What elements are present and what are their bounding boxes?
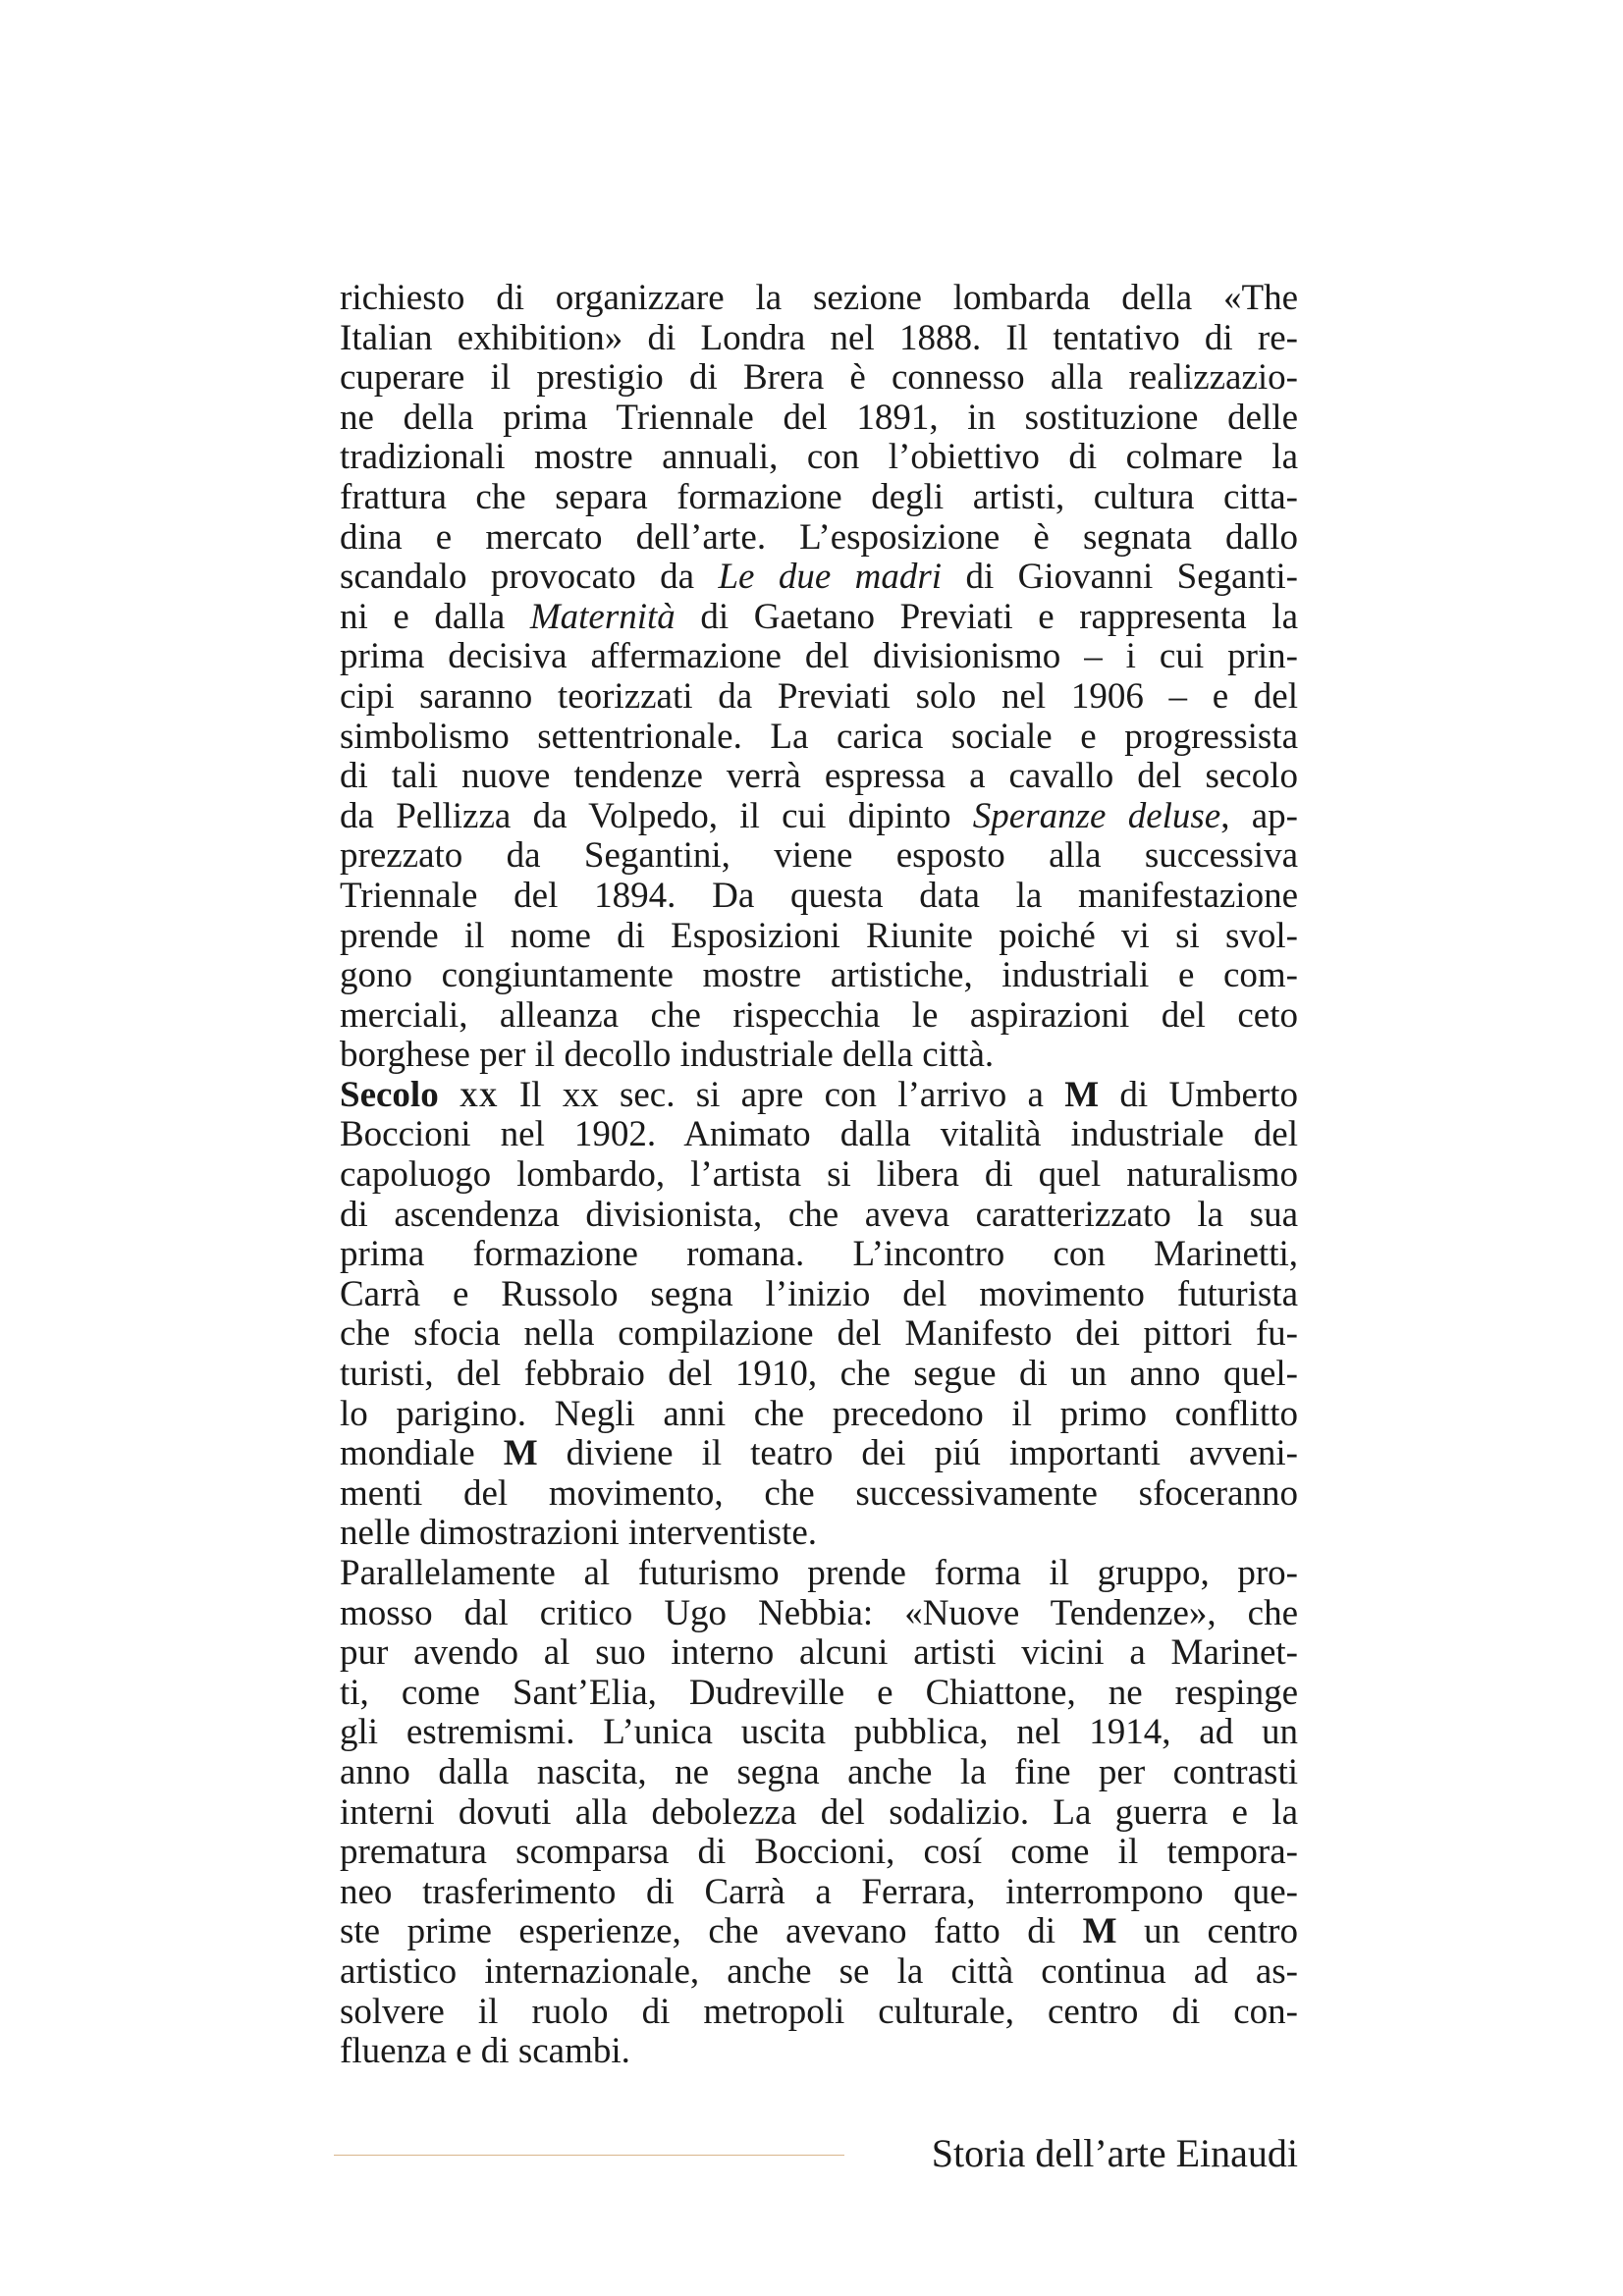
text-line: neo trasferimento di Carrà a Ferrara, interrompono que- [340,1871,1298,1912]
text-line: tradizionali mostre annuali, con l’obiettivo di colmare la [340,437,1298,478]
text-line: di tali nuove tendenze verrà espressa a cavallo del secolo [340,756,1298,797]
text-line: cipi saranno teorizzati da Previati solo nel 1906 – e del [340,675,1298,717]
bold-term: M [1064,1074,1100,1115]
text-line: prende il nome di Esposizioni Riunite poiché vi si svol- [340,915,1298,956]
text-line: ne della prima Triennale del 1891, in sostituzione delle [340,397,1298,438]
italic-title: Maternità [529,596,676,637]
text-line: ni e dalla Maternità di Gaetano Previati e rappresenta la [340,596,1299,637]
text-line: interni dovuti alla debolezza del sodalizio. La guerra e la [340,1791,1298,1833]
bold-term: M [1082,1911,1117,1952]
text-line: da Pellizza da Volpedo, il cui dipinto Speranze deluse, ap- [340,795,1298,836]
italic-title: Speranze deluse [972,795,1221,836]
text-line: lo parigino. Negli anni che precedono il primo conflitto [340,1393,1298,1434]
text-line: Boccioni nel 1902. Animato dalla vitalità industriale del [340,1114,1298,1155]
text-line: dina e mercato dell’arte. L’esposizione è segnata dallo [340,516,1298,558]
text-line: mondiale M diviene il teatro dei piú importanti avveni- [340,1433,1298,1474]
text-line: Parallelamente al futurismo prende forma il gruppo, pro- [340,1553,1298,1593]
text-line: menti del movimento, che successivamente sfoceranno [340,1472,1298,1514]
text-line: Italian exhibition» di Londra nel 1888. Il tentativo di re- [340,317,1298,358]
text-line: mosso dal critico Ugo Nebbia: «Nuove Tendenze», che [340,1592,1298,1633]
text-line: scandalo provocato da Le due madri di Giovanni Seganti- [340,557,1298,598]
text-line: turisti, del febbraio del 1910, che segue di un anno quel- [340,1354,1298,1395]
text-line: ti, come Sant’Elia, Dudreville e Chiattone, ne respinge [340,1672,1298,1713]
text-line: prima formazione romana. L’incontro con Marinetti, [340,1234,1298,1275]
text-line: Triennale del 1894. Da questa data la manifestazione [340,875,1298,916]
footer-rule [334,2155,844,2156]
text-line: prima decisiva affermazione del divisionismo – i cui prin- [340,636,1298,677]
text-line: fluenza e di scambi. [340,2031,630,2072]
text-line: frattura che separa formazione degli artisti, cultura citta- [340,476,1298,517]
text-line: gli estremismi. L’unica uscita pubblica, nel 1914, ad un [340,1712,1298,1753]
italic-title: Le due madri [718,557,943,598]
text-line: capoluogo lombardo, l’artista si libera di quel naturalismo [340,1154,1298,1196]
text-line: ste prime esperienze, che avevano fatto di M un centro [340,1911,1298,1952]
text-line: Carrà e Russolo segna l’inizio del movimento futurista [340,1273,1298,1314]
text-line: borghese per il decollo industriale della città. [340,1035,995,1076]
text-line: nelle dimostrazioni interventiste. [340,1513,818,1554]
text-line: richiesto di organizzare la sezione lombarda della «The [340,278,1298,318]
bold-term: M [503,1433,538,1474]
body-text [340,279,1298,2072]
text-line: gono congiuntamente mostre artistiche, industriali e com- [340,955,1298,996]
text-line: merciali, alleanza che rispecchia le aspirazioni del ceto [340,994,1298,1036]
text-line: artistico internazionale, anche se la città continua ad as- [340,1950,1298,1992]
text-line: Secolo xx Il xx sec. si apre con l’arrivo a M di Umberto [340,1074,1299,1115]
text-line: che sfocia nella compilazione del Manifesto dei pittori fu- [340,1313,1298,1355]
text-line: prezzato da Segantini, viene esposto alla successiva [340,835,1298,877]
text-line: di ascendenza divisionista, che aveva caratterizzato la sua [340,1194,1298,1235]
text-line: prematura scomparsa di Boccioni, cosí come il tempora- [340,1832,1298,1873]
text-line: anno dalla nascita, ne segna anche la fine per contrasti [340,1751,1298,1792]
text-line: cuperare il prestigio di Brera è connesso alla realizzazio- [340,357,1298,399]
footer-title: Storia dell’arte Einaudi [931,2131,1298,2175]
bold-term: Secolo [340,1074,439,1115]
text-line: simbolismo settentrionale. La carica sociale e progressista [340,716,1298,757]
text-line: solvere il ruolo di metropoli culturale, centro di con- [340,1991,1298,2032]
text-line: pur avendo al suo interno alcuni artisti vicini a Marinet- [340,1632,1298,1674]
bold-term: xx [459,1074,499,1115]
